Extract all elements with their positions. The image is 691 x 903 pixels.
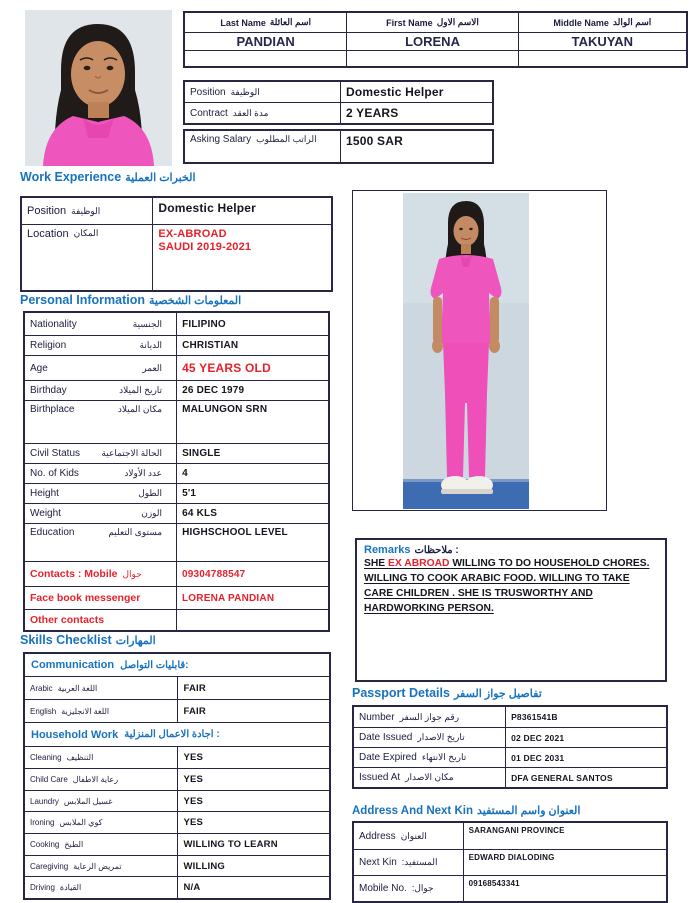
weight-label: Weight bbox=[30, 508, 61, 519]
birthday-row bbox=[25, 380, 328, 400]
arabic-skill-row bbox=[25, 676, 329, 699]
facebook-messenger-label: Face book messenger bbox=[30, 592, 141, 604]
passport-details-heading-arabic: تفاصيل جواز السفر bbox=[453, 688, 542, 700]
address-next-kin-heading bbox=[352, 804, 580, 817]
arabic-skill-label-arabic: اللغة العربية bbox=[57, 683, 98, 693]
civil-status-label-arabic: الحالة الاجتماعية bbox=[101, 448, 163, 458]
full-body-illustration bbox=[403, 193, 529, 509]
applicant-full-body-photo bbox=[403, 193, 529, 509]
remarks-text-after: WILLING TO DO HOUSEHOLD CHORES. WILLING TO COOK ARABIC FOOD. WILLING TO TAKE CARE CHILDREN . SHE IS TRUSWORTHY AND HARDWORKING PERSON. bbox=[364, 558, 650, 614]
name-header-row bbox=[185, 13, 686, 32]
laundry-row bbox=[25, 790, 329, 811]
arabic-skill-label: Arabic bbox=[30, 683, 53, 693]
caregiving-label-arabic: تمريض الرعاية bbox=[73, 861, 122, 871]
last-name-value: PANDIAN bbox=[236, 34, 295, 49]
civil-status-label: Civil Status bbox=[30, 448, 81, 459]
communication-header-row bbox=[25, 654, 329, 676]
first-name-label: First Name bbox=[386, 17, 433, 28]
asking-salary-label-arabic: الراتب المطلوب bbox=[256, 134, 317, 144]
middle-name-value: TAKUYAN bbox=[518, 33, 686, 50]
personal-information-heading bbox=[20, 293, 241, 307]
birthday-label-arabic: تاريخ الميلاد bbox=[119, 385, 163, 395]
address-label-arabic: العنوان bbox=[400, 830, 427, 841]
portrait-illustration bbox=[25, 10, 172, 166]
we-location-label-arabic: المكان bbox=[73, 228, 99, 238]
personal-information-heading-arabic: المعلومات الشخصية bbox=[149, 295, 242, 307]
we-location-value-line1: EX-ABROAD bbox=[158, 228, 227, 240]
passport-number-value: P8361541B bbox=[505, 707, 666, 727]
height-label-arabic: الطول bbox=[138, 488, 163, 498]
asking-salary-value: 1500 SAR bbox=[340, 131, 492, 162]
work-experience-heading bbox=[20, 170, 196, 184]
kids-label-arabic: عدد الأولاد bbox=[124, 468, 163, 478]
education-label-arabic: مستوى التعليم bbox=[108, 527, 163, 537]
next-kin-row bbox=[354, 849, 666, 875]
remarks-text-before: SHE bbox=[364, 558, 389, 569]
birthplace-label: Birthplace bbox=[30, 404, 75, 415]
skills-checklist-heading-arabic: المهارات bbox=[115, 635, 156, 647]
facebook-messenger-row bbox=[25, 586, 328, 609]
childcare-row bbox=[25, 768, 329, 790]
other-contacts-label: Other contacts bbox=[30, 614, 105, 626]
cleaning-label-arabic: التنظيف bbox=[66, 753, 94, 762]
name-value-row bbox=[185, 32, 686, 50]
kids-row bbox=[25, 463, 328, 483]
nationality-value: FILIPINO bbox=[176, 313, 328, 335]
birthday-value: 26 DEC 1979 bbox=[176, 381, 328, 400]
salary-table bbox=[183, 129, 494, 164]
childcare-label-arabic: رعاية الاطفال bbox=[72, 775, 119, 784]
laundry-label-arabic: غسيل الملابس bbox=[63, 796, 113, 806]
weight-value: 64 KLS bbox=[176, 504, 328, 523]
contract-row bbox=[185, 102, 492, 123]
ironing-label: Ironing bbox=[30, 818, 55, 827]
next-kin-label-arabic: المستفيد: bbox=[401, 857, 438, 867]
issued-at-value: DFA GENERAL SANTOS bbox=[505, 768, 666, 787]
weight-label-arabic: الوزن bbox=[141, 508, 163, 518]
remarks-text bbox=[364, 557, 658, 617]
childcare-label: Child Care bbox=[30, 775, 68, 784]
we-position-label: Position bbox=[27, 205, 67, 217]
remarks-box bbox=[355, 538, 667, 682]
nationality-label-arabic: الجنسية bbox=[132, 318, 163, 329]
last-name-header bbox=[185, 13, 346, 32]
first-name-value: LORENA bbox=[346, 33, 517, 50]
position-label: Position bbox=[190, 86, 226, 98]
position-label-arabic: الوظيفة bbox=[230, 86, 260, 97]
position-value: Domestic Helper bbox=[340, 82, 492, 102]
passport-number-label: Number bbox=[359, 711, 395, 723]
age-label: Age bbox=[30, 362, 48, 374]
birthplace-label-arabic: مكان الميلاد bbox=[117, 404, 163, 414]
contract-value: 2 YEARS bbox=[340, 103, 492, 123]
religion-label: Religion bbox=[30, 340, 67, 351]
nationality-row bbox=[25, 313, 328, 335]
address-next-kin-heading-en: Address And Next Kin bbox=[352, 805, 473, 817]
arabic-skill-value: FAIR bbox=[177, 677, 329, 699]
address-row bbox=[354, 823, 666, 849]
empty-cell bbox=[346, 51, 517, 66]
contacts-mobile-row bbox=[25, 561, 328, 586]
cleaning-value: YES bbox=[177, 747, 329, 768]
skills-table bbox=[23, 652, 331, 900]
education-row bbox=[25, 523, 328, 561]
name-empty-row bbox=[185, 50, 686, 66]
passport-number-row bbox=[354, 707, 666, 727]
empty-cell bbox=[518, 51, 686, 66]
birthday-label: Birthday bbox=[30, 385, 67, 396]
ironing-label-arabic: كوي الملابس bbox=[59, 818, 103, 827]
caregiving-row bbox=[25, 855, 329, 876]
skills-checklist-heading-en: Skills Checklist bbox=[20, 633, 112, 647]
date-issued-value: 02 DEC 2021 bbox=[505, 728, 666, 747]
cleaning-label: Cleaning bbox=[30, 753, 62, 762]
empty-cell bbox=[185, 51, 346, 66]
date-issued-label: Date Issued bbox=[359, 732, 413, 743]
name-table bbox=[183, 11, 688, 68]
passport-details-heading-en: Passport Details bbox=[352, 686, 450, 700]
kin-mobile-label-arabic: جوال: bbox=[411, 883, 434, 893]
age-row bbox=[25, 355, 328, 380]
height-label: Height bbox=[30, 488, 59, 499]
nationality-label: Nationality bbox=[30, 318, 77, 330]
first-name-header bbox=[346, 13, 517, 32]
issued-at-row bbox=[354, 767, 666, 787]
we-location-value-line2: SAUDI 2019-2021 bbox=[158, 241, 252, 253]
date-expired-value: 01 DEC 2031 bbox=[505, 748, 666, 767]
contacts-mobile-value: 09304788547 bbox=[176, 562, 328, 586]
other-contacts-row bbox=[25, 609, 328, 630]
education-value: HIGHSCHOOL LEVEL bbox=[176, 524, 328, 561]
religion-label-arabic: الديانة bbox=[139, 340, 163, 350]
driving-label: Driving bbox=[30, 883, 55, 892]
middle-name-header bbox=[518, 13, 686, 32]
english-skill-label: English bbox=[30, 706, 57, 716]
english-skill-value: FAIR bbox=[177, 700, 329, 722]
last-name-label-arabic: اسم العائلة bbox=[269, 17, 312, 27]
contract-label: Contract bbox=[190, 107, 228, 119]
passport-number-label-arabic: رقم جواز السفر bbox=[399, 711, 460, 722]
passport-details-heading bbox=[352, 686, 542, 700]
household-header-arabic: اجادة الاعمال المنزلية : bbox=[124, 729, 220, 740]
cooking-label-arabic: الطبخ bbox=[64, 840, 84, 849]
applicant-portrait-photo bbox=[25, 10, 172, 166]
household-header: Household Work bbox=[31, 728, 119, 741]
kin-mobile-label: Mobile No. bbox=[359, 883, 407, 894]
personal-information-heading-en: Personal Information bbox=[20, 293, 146, 307]
remarks-label bbox=[364, 544, 658, 556]
position-row bbox=[185, 82, 492, 102]
other-contacts-value bbox=[176, 610, 328, 630]
middle-name-label: Middle Name bbox=[553, 17, 609, 28]
address-value: SARANGANI PROVINCE bbox=[463, 823, 666, 849]
address-table bbox=[352, 821, 668, 903]
household-header-row bbox=[25, 722, 329, 746]
driving-label-arabic: القيادة bbox=[59, 883, 82, 892]
work-experience-table bbox=[20, 196, 333, 292]
communication-header-arabic: قابليات التواصل: bbox=[120, 659, 189, 671]
asking-salary-label: Asking Salary bbox=[190, 134, 252, 145]
we-location-row bbox=[22, 224, 331, 290]
civil-status-row bbox=[25, 443, 328, 463]
weight-row bbox=[25, 503, 328, 523]
kin-mobile-row bbox=[354, 875, 666, 901]
personal-information-table bbox=[23, 311, 330, 632]
we-location-label: Location bbox=[27, 228, 69, 240]
passport-table bbox=[352, 705, 668, 789]
contacts-mobile-label-arabic: جوال bbox=[122, 568, 142, 579]
next-kin-value: EDWARD DIALODING bbox=[463, 850, 666, 875]
height-value: 5'1 bbox=[176, 484, 328, 503]
date-issued-row bbox=[354, 727, 666, 747]
issued-at-label-arabic: مكان الاصدار bbox=[405, 772, 454, 782]
birthplace-value: MALUNGON SRN bbox=[176, 401, 328, 443]
english-skill-row bbox=[25, 699, 329, 722]
religion-value: CHRISTIAN bbox=[176, 336, 328, 355]
address-next-kin-heading-arabic: العنوان واسم المستفيد bbox=[476, 805, 581, 817]
laundry-label: Laundry bbox=[30, 796, 59, 806]
kids-label: No. of Kids bbox=[30, 468, 79, 479]
remarks-label-arabic: ملاحظات : bbox=[414, 545, 459, 556]
caregiving-label: Caregiving bbox=[30, 861, 69, 871]
address-label: Address bbox=[359, 830, 396, 842]
ironing-row bbox=[25, 811, 329, 833]
cooking-row bbox=[25, 833, 329, 855]
communication-header: Communication bbox=[31, 659, 115, 671]
date-issued-label-arabic: تاريخ الاصدار bbox=[417, 732, 465, 742]
remarks-text-highlight: EX ABROAD bbox=[388, 558, 450, 569]
religion-row bbox=[25, 335, 328, 355]
last-name-label: Last Name bbox=[220, 17, 266, 28]
date-expired-label-arabic: تاريخ الانتهاء bbox=[421, 752, 467, 762]
driving-row bbox=[25, 876, 329, 898]
birthplace-row bbox=[25, 400, 328, 443]
we-position-value: Domestic Helper bbox=[152, 198, 331, 224]
we-position-row bbox=[22, 198, 331, 224]
contacts-mobile-label: Contacts : Mobile bbox=[30, 568, 118, 580]
height-row bbox=[25, 483, 328, 503]
facebook-messenger-value: LORENA PANDIAN bbox=[176, 587, 328, 609]
work-experience-heading-en: Work Experience bbox=[20, 170, 122, 184]
english-skill-label-arabic: اللغة الانجليزية bbox=[61, 706, 110, 716]
date-expired-row bbox=[354, 747, 666, 767]
caregiving-value: WILLING bbox=[177, 856, 329, 876]
civil-status-value: SINGLE bbox=[176, 444, 328, 463]
age-value: 45 YEARS OLD bbox=[176, 356, 328, 380]
first-name-label-arabic: الاسم الاول bbox=[436, 17, 479, 27]
cleaning-row bbox=[25, 746, 329, 768]
full-body-photo-frame bbox=[352, 190, 607, 511]
cooking-value: WILLING TO LEARN bbox=[177, 834, 329, 855]
childcare-value: YES bbox=[177, 769, 329, 790]
ironing-value: YES bbox=[177, 812, 329, 833]
salary-row bbox=[185, 131, 492, 162]
education-label: Education bbox=[30, 527, 75, 538]
next-kin-label: Next Kin bbox=[359, 857, 397, 868]
middle-name-label-arabic: اسم الوالد bbox=[612, 17, 652, 27]
job-table bbox=[183, 80, 494, 125]
driving-value: N/A bbox=[177, 877, 329, 898]
laundry-value: YES bbox=[177, 791, 329, 811]
date-expired-label: Date Expired bbox=[359, 752, 417, 763]
age-label-arabic: العمر bbox=[142, 362, 163, 373]
kin-mobile-value: 09168543341 bbox=[463, 876, 666, 901]
kids-value: 4 bbox=[176, 464, 328, 483]
contract-label-arabic: مدة العقد bbox=[232, 107, 269, 118]
we-position-label-arabic: الوظيفة bbox=[71, 205, 101, 216]
skills-checklist-heading bbox=[20, 633, 156, 647]
issued-at-label: Issued At bbox=[359, 772, 401, 783]
work-experience-heading-arabic: الخبرات العملية bbox=[125, 172, 196, 184]
remarks-label-en: Remarks bbox=[364, 544, 411, 556]
cooking-label: Cooking bbox=[30, 840, 60, 849]
